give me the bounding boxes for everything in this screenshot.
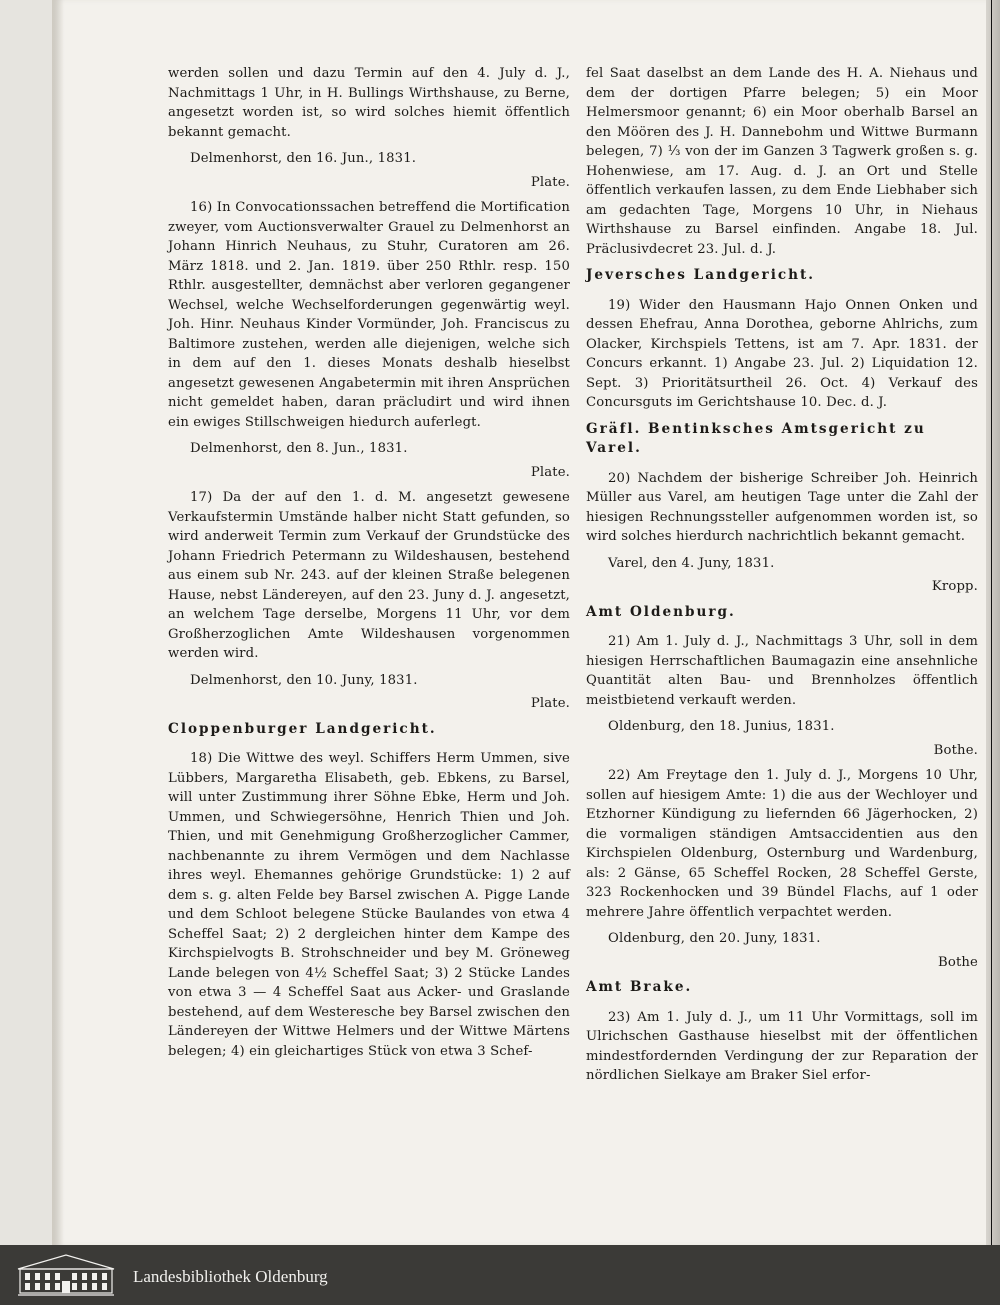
- notice-18: 18) Die Wittwe des weyl. Schiffers Herm Ummen, sive Lübbers, Margaretha Elisabeth, geb. Ebkens, zu Barsel, will unter Zustimmung ihrer Söhne Ebke, Herm und Joh. Ummen, und Schwiegersöhne, Henrich Thien und Joh. Thien, und mit Genehmigung Großherzoglicher Cammer, nachbenannte zu ihrem Vermögen und dem Nachlasse ihres weyl. Ehemannes gehörige Grundstücke: 1) 2 auf dem s. g. alten Felde bey Barsel zwischen A. Pigge Lande und dem Schloot belegene Stücke Baulandes von etwa 4 Scheffel Saat; 2) 2 dergleichen hinter dem Kampe des Kirchspielvogts B. Strohschneider und bey M. Gröneweg Lande belegen von 4½ Scheffel Saat; 3) 2 Stücke Landes von etwa 3 — 4 Scheffel Saat aus Acker- und Graslande bestehend, auf dem Westeresche bey Barsel zwischen den Ländereyen der Wittwe Helmers und der Wittwe Märtens belegen; 4) ein gleichartiges Stück von etwa 3 Schef-: [168, 751, 570, 1059]
- notice-21: 21) Am 1. July d. J., Nachmittags 3 Uhr, soll in dem hiesigen Herrschaftlichen Baumagazin eine ansehnliche Quantität alten Bau- und Brennholzes öffentlich meistbietend verkauft werden.: [586, 634, 978, 708]
- dateline: Delmenhorst, den 10. Juny, 1831.: [190, 672, 418, 688]
- notice-22: 22) Am Freytage den 1. July d. J., Morgens 10 Uhr, sollen auf hiesigem Amte: 1) die aus der Wechloyer und Etzhorner Kündigung zu liefernden 66 Jägerhocken, 2) die vormaligen ständigen Amtsaccidentien aus den Kirchspielen Oldenburg, Osternburg und Wardenburg, als: 2 Gänse, 65 Scheffel Rocken, 28 Scheffel Gerste, 323 Rockenhocken und 39 Bündel Flachs, auf 1 oder mehrere Jahre öffentlich verpachtet werden.: [586, 768, 978, 920]
- notice-20: 20) Nachdem der bisherige Schreiber Joh. Heinrich Müller aus Varel, am heutigen Tage unter die Zahl der hiesigen Rechnungssteller aufgenommen worden ist, so wird solches hierdurch nachrichtlich bekannt gemacht.: [586, 470, 978, 544]
- section-heading-varel: Gräfl. Bentinksches Amtsgericht zu Varel.: [586, 420, 926, 456]
- section-heading-oldenburg: Amt Oldenburg.: [586, 603, 736, 620]
- section-heading-cloppenburg: Cloppenburger Landgericht.: [168, 720, 437, 737]
- footer-bar: [0, 1245, 1000, 1305]
- signature: Plate.: [530, 464, 570, 480]
- section-heading-jever: Jeversches Landgericht.: [586, 267, 816, 283]
- notice-continuation: werden sollen und dazu Termin auf den 4. July d. J., Nachmittags 1 Uhr, in H. Bullings Wirthshause, zu Berne, angesetzt worden ist, so wird solches hiemit öffentlich bekannt gemacht.: [168, 66, 570, 140]
- right-column: [586, 64, 978, 1093]
- signature: Plate.: [530, 174, 570, 190]
- dateline: Delmenhorst, den 16. Jun., 1831.: [190, 151, 417, 166]
- dateline: Oldenburg, den 20. Juny, 1831.: [608, 931, 821, 946]
- notice-16: 16) In Convocationssachen betreffend die Mortification zweyer, vom Auctionsverwalter Grauel zu Delmenhorst an Johann Hinrich Neuhaus, zu Stuhr, Curatoren am 26. März 1818. und 2. Jan. 1819. über 250 Rthlr. resp. 150 Rthlr. ausgestellter, demnächst aber verloren gegangener Wechsel, welche Wechselforderungen gegenwärtig weyl. Joh. Hinr. Neuhaus Kinder Vormünder, Joh. Franciscus zu Baltimore zustehen, werden alle diejenigen, welche sich in dem auf den 1. dieses Monats deshalb hieselbst angesetzt gewesenen Angabetermin mit ihren Ansprüchen nicht gemeldet haben, daran präcludirt und wird ihnen ein ewiges Stillschweigen hiedurch auferlegt.: [168, 200, 570, 430]
- signature: Bothe: [938, 954, 978, 970]
- notice-18-continuation: fel Saat daselbst an dem Lande des H. A. Niehaus und dem der dortigen Pfarre belegen; 5) ein Moor Helmersmoor genannt; 6) ein Moor oberhalb Barsel an den Möören des J. H. Dannebohm und Wittwe Burmann belegen, 7) ⅓ von der im Ganzen 3 Tagwerk großen s. g. Hohenwiese, am 17. Aug. d. J. an Ort und Stelle öffentlich verkaufen lassen, zu dem Ende Liebhaber sich am gedachten Tage, Morgens 10 Uhr, in Niehaus Wirthshause zu Barsel einfinden. Angabe 18. Jul. Präclusivdecret 23. Jul. d. J.: [586, 66, 978, 257]
- section-heading-brake: Amt Brake.: [586, 979, 693, 995]
- library-name: Landesbibliothek Oldenburg: [133, 1267, 328, 1286]
- notice-19: 19) Wider den Hausmann Hajo Onnen Onken und dessen Ehefrau, Anna Dorothea, geborne Ahlrichs, zum Olacker, Kirchspiels Tettens, ist am 7. Apr. 1831. der Concurs erkannt. 1) Angabe 23. Jul. 2) Liquidation 12. Sept. 3) Prioritätsurtheil 26. Oct. 4) Verkauf des Concursguts im Gerichtshause 10. Dec. d. J.: [586, 297, 978, 410]
- dateline: Varel, den 4. Juny, 1831.: [608, 555, 775, 571]
- notice-23: 23) Am 1. July d. J., um 11 Uhr Vormittags, soll im Ulrichschen Gasthause hieselbst mit der öffentlichen mindestfordernden Verdingung der zur Reparation der nördlichen Sielkaye am Braker Siel erfor-: [586, 1009, 978, 1083]
- left-column: [168, 64, 570, 1068]
- page-edge: [986, 0, 1000, 1245]
- dateline: Delmenhorst, den 8. Jun., 1831.: [190, 441, 408, 456]
- notice-17: 17) Da der auf den 1. d. M. angesetzt gewesene Verkaufstermin Umstände halber nicht Statt gefunden, so wird anderweit Termin zum Verkauf der Grundstücke des Johann Friedrich Petermann zu Wildeshausen, bestehend aus einem sub Nr. 243. auf der kleinen Straße belegenen Hause, nebst Ländereyen, auf den 23. Juny d. J. angesetzt, an welchem Tage derselbe, Morgens 11 Uhr, vor dem Großherzoglichen Amte Wildeshausen vorgenommen werden wird.: [168, 490, 570, 661]
- library-building-icon: [14, 1253, 118, 1297]
- signature: Bothe.: [933, 742, 978, 758]
- signature: Plate.: [530, 696, 570, 711]
- dateline: Oldenburg, den 18. Junius, 1831.: [608, 719, 835, 734]
- signature: Kropp.: [931, 579, 978, 594]
